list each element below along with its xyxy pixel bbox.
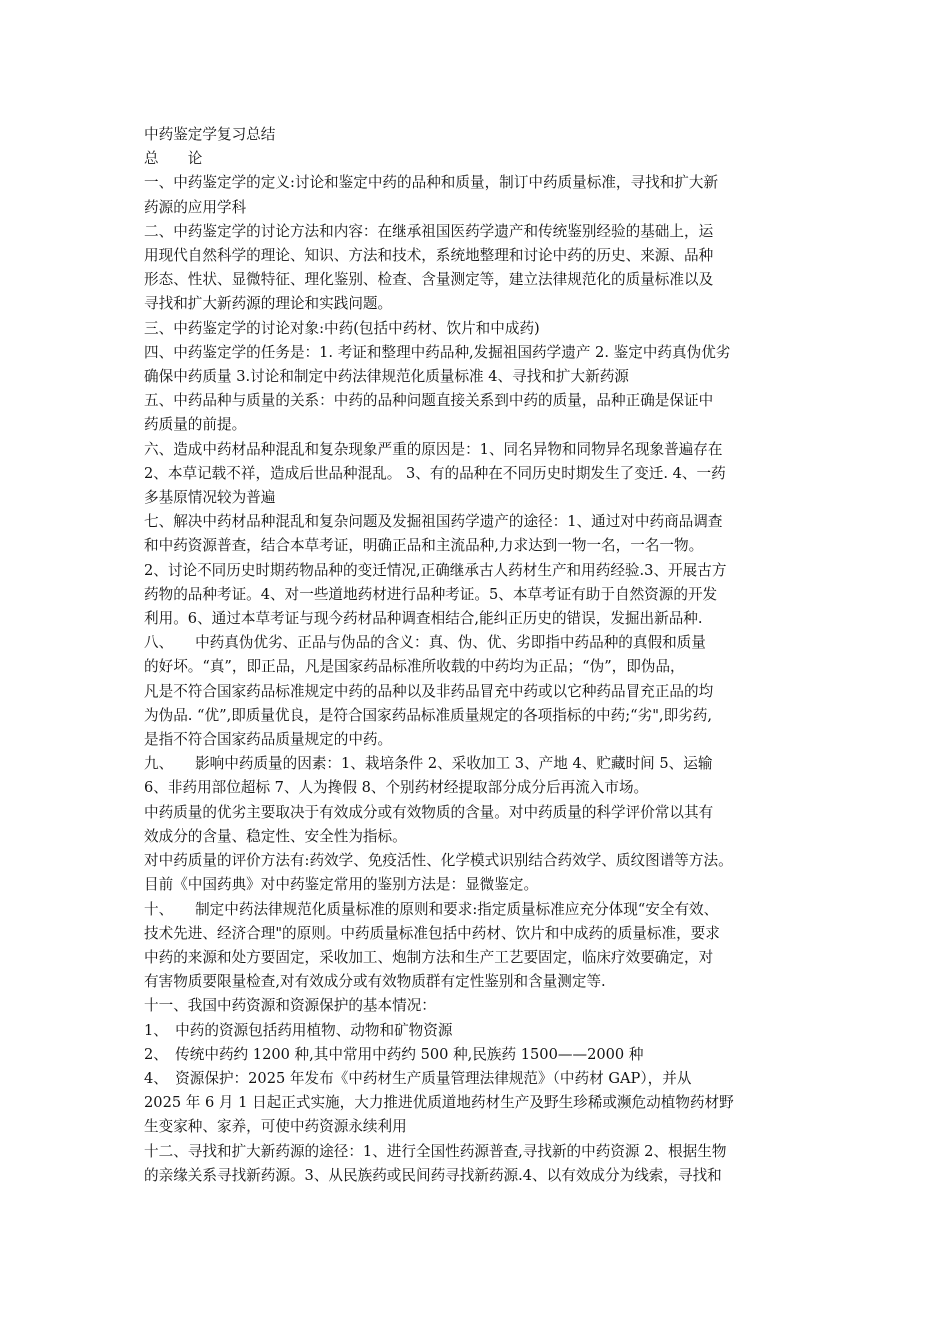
paragraph-line: 2025 年 6 月 1 日起正式实施，大力推进优质道地药材生产及野生珍稀或濒危动植物药材野 [144,1094,734,1112]
paragraph-line: 用现代自然科学的理论、知识、方法和技术，系统地整理和讨论中药的历史、来源、品种 [144,247,714,265]
paragraph-line: 六、造成中药材品种混乱和复杂现象严重的原因是：1、同名异物和同物异名现象普遍存在 [144,440,723,458]
paragraph-line: 七、解决中药材品种混乱和复杂问题及发掘祖国药学遗产的途径：1、通过对中药商品调查 [144,513,723,531]
paragraph-line: 的亲缘关系寻找新药源。3、从民族药或民间药寻找新药源.4、以有效成分为线索，寻找和 [144,1166,722,1184]
paragraph-line: 的好坏。“真”，即正品，凡是国家药品标准所收载的中药均为正品；“伪”，即伪品， [144,658,685,676]
paragraph [144,220,812,317]
paragraph-line: 确保中药质量 3.讨论和制定中药法律规范化质量标准 4、寻找和扩大新药源 [144,368,629,386]
document-title: 中药鉴定学复习总结 [144,126,276,143]
paragraph-line: 药源的应用学科 [144,198,247,216]
paragraph-line: 药质量的前提。 [144,416,247,434]
paragraph-line: 十、 制定中药法律规范化质量标准的原则和要求:指定质量标准应充分体现“安全有效、 [144,900,719,918]
paragraph-line: 6、非药用部位超标 7、人为搀假 8、个别药材经提取部分成分后再流入市场。 [144,779,649,797]
paragraph [144,752,812,800]
paragraph [144,994,812,1018]
paragraph-line: 凡是不符合国家药品标准规定中药的品种以及非药品冒充中药或以它种药品冒充正品的均 [144,682,714,700]
paragraph-line: 目前《中国药典》对中药鉴定常用的鉴别方法是：显微鉴定。 [144,876,539,894]
section-heading: 总 论 [144,150,203,168]
paragraph-line: 效成分的含量、稳定性、安全性为指标。 [144,827,407,845]
paragraph-line: 二、中药鉴定学的讨论方法和内容：在继承祖国医药学遗产和传统鉴别经验的基础上，运 [144,222,714,240]
paragraph [144,898,812,995]
document-page [144,123,812,1188]
paragraph-line: 1、 中药的资源包括药用植物、动物和矿物资源 [144,1021,453,1039]
paragraph-line: 形态、性状、显微特征、理化鉴别、检查、含量测定等，建立法律规范化的质量标准以及 [144,271,714,289]
paragraph-line: 一、中药鉴定学的定义:讨论和鉴定中药的品种和质量，制订中药质量标准，寻找和扩大新 [144,174,719,192]
paragraph-line: 中药质量的优劣主要取决于有效成分或有效物质的含量。对中药质量的科学评价常以其有 [144,803,714,821]
paragraph-line: 和中药资源普查，结合本草考证，明确正品和主流品种,力求达到一物一名，一名一物。 [144,537,704,555]
paragraph [144,510,812,631]
paragraph-line: 2、讨论不同历史时期药物品种的变迁情况,正确继承古人药材生产和用药经验.3、开展古方 [144,561,727,579]
paragraph-line: 中药的来源和处方要固定，采收加工、炮制方法和生产工艺要固定，临床疗效要确定，对 [144,948,714,966]
paragraph-line: 2、本草记载不祥，造成后世品种混乱。 3、有的品种在不同历史时期发生了变迁. 4、一药 [144,464,726,482]
paragraph-line: 十一、我国中药资源和资源保护的基本情况： [144,997,436,1015]
paragraph-line: 为伪品. “优”,即质量优良，是符合国家药品标准质量规定的各项指标的中药;“劣",即劣药, [144,706,712,724]
paragraph-line: 三、中药鉴定学的讨论对象:中药(包括中药材、饮片和中成药) [144,319,540,337]
paragraph [144,317,812,341]
paragraph [144,341,812,389]
paragraph [144,1019,812,1043]
paragraph-line: 利用。6、通过本草考证与现今药材品种调查相结合,能纠正历史的错误，发掘出新品种. [144,610,703,628]
paragraph-line: 四、中药鉴定学的任务是：1. 考证和整理中药品种,发掘祖国药学遗产 2. 鉴定中药真伪优劣 [144,343,731,361]
paragraph [144,849,812,897]
document-body [144,171,812,1188]
paragraph [144,1140,812,1188]
paragraph [144,631,812,752]
paragraph-line: 2、 传统中药约 1200 种,其中常用中药约 500 种,民族药 1500——2000 种 [144,1045,644,1063]
paragraph [144,1067,812,1140]
paragraph [144,389,812,437]
paragraph-line: 五、中药品种与质量的关系：中药的品种问题直接关系到中药的质量，品种正确是保证中 [144,392,714,410]
paragraph-line: 技术先进、经济合理"的原则。中药质量标准包括中药材、饮片和中成药的质量标准，要求 [144,924,720,942]
paragraph-line: 对中药质量的评价方法有:药效学、免疫活性、化学模式识别结合药效学、质纹图谱等方法。 [144,852,733,870]
paragraph-line: 九、 影响中药质量的因素：1、栽培条件 2、采收加工 3、产地 4、贮藏时间 5、运输 [144,755,713,773]
paragraph-line: 是指不符合国家药品质量规定的中药。 [144,731,393,749]
paragraph [144,1043,812,1067]
paragraph-line: 多基原情况较为普遍 [144,489,276,507]
paragraph [144,171,812,219]
paragraph-line: 八、 中药真伪优劣、正品与伪品的含义：真、伪、优、劣即指中药品种的真假和质量 [144,634,706,652]
paragraph-line: 寻找和扩大新药源的理论和实践问题。 [144,295,393,313]
paragraph-line: 药物的品种考证。4、对一些道地药材进行品种考证。5、本草考证有助于自然资源的开发 [144,585,718,603]
paragraph-line: 生变家种、家养，可使中药资源永续利用 [144,1118,407,1136]
paragraph-line: 有害物质要限量检查,对有效成分或有效物质群有定性鉴别和含量测定等. [144,973,606,991]
paragraph-line: 十二、寻找和扩大新药源的途径：1、进行全国性药源普查,寻找新的中药资源 2、根据生物 [144,1142,727,1160]
paragraph [144,438,812,511]
paragraph [144,801,812,849]
paragraph-line: 4、 资源保护：2025 年发布《中药材生产质量管理法律规范》（中药材 GAP），并从 [144,1069,692,1087]
